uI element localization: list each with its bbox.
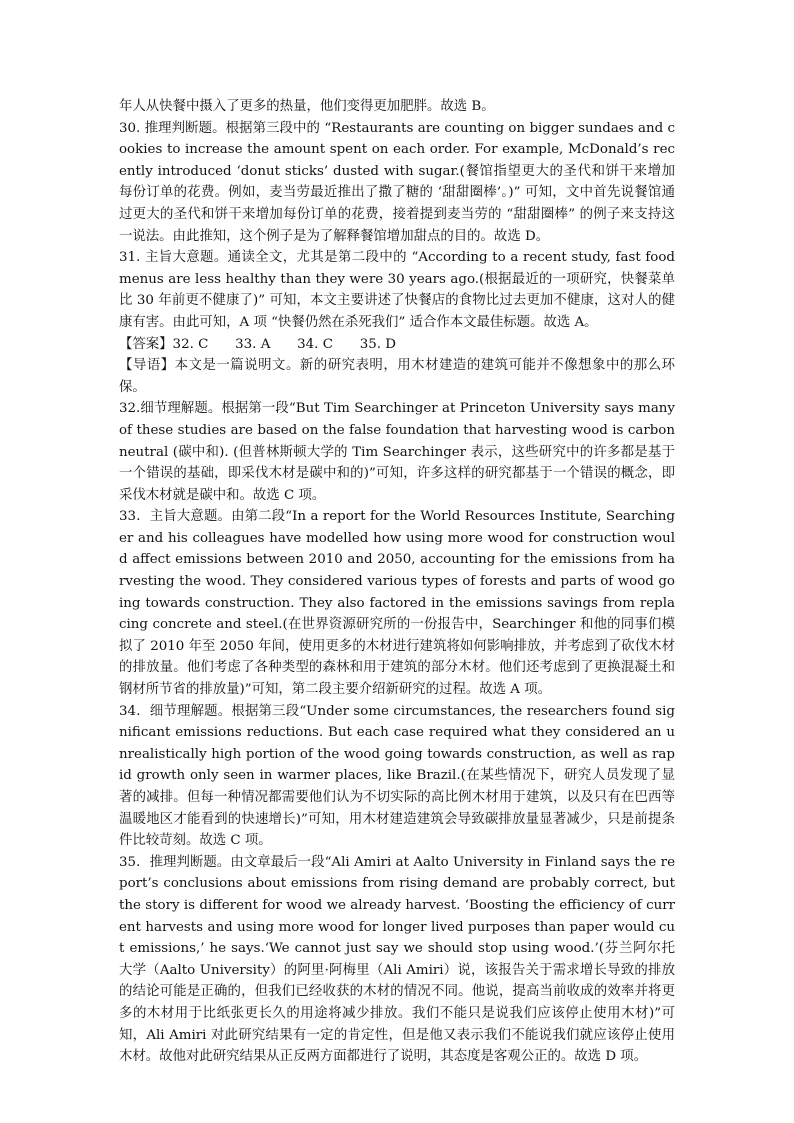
paragraph-question-32: 32.细节理解题。根据第一段“But Tim Searchinger at Princeton University says many of these studies are based on the false foundation that harvesting wood is carbon neutral (碳中和). (但普林斯顿大学的 Tim Searchinger 表示，这些研究中的许多都是基于一个错误的基础，即采伐木材是碳中和的)”可知，许多这样的研究都基于一个错误的概念，即采伐木材就是碳中和。故选 C 项。 xyxy=(119,401,675,503)
paragraph-question-34: 34．细节理解题。根据第三段“Under some circumstances, the researchers found significant emissions reductions. But each case required what they considered an unrealistically high portion of the wood going towards construction, as well as rapid growth only seen in warmer places, like Brazil.(在某些情况下，研究人员发现了显著的减排。但每一种情况都需要他们认为不切实际的高比例木材用于建筑，以及只有在巴西等温暖地区才能看到的快速增长)”可知，用木材建造建筑会导致碳排放量显著减少，只是前提条件比较苛刻。故选 C 项。 xyxy=(119,703,675,849)
paragraph-answer-key: 【答案】32. C 33. A 34. C 35. D xyxy=(119,336,397,352)
paragraph-question-30: 30. 推理判断题。根据第三段中的 “Restaurants are counting on bigger sundaes and cookies to increase the amount spent on each order. For example, McDonald’s recently introduced ‘donut sticks’ dusted with sugar.(餐馆指望更大的圣代和饼干来增加每份订单的花费。例如，麦当劳最近推出了撒了糖的 ‘甜甜圈棒’。)” 可知，文中首先说餐馆通过更大的圣代和饼干来增加每份订单的花费，接着提到麦当劳的 “甜甜圈棒” 的例子来支持这一说法。由此推知，这个例子是为了解释餐馆增加甜点的目的。故选 D。 xyxy=(119,120,675,244)
paragraph-continuation: 年人从快餐中摄入了更多的热量，他们变得更加肥胖。故选 B。 xyxy=(119,99,495,114)
paragraph-question-31: 31. 主旨大意题。通读全文，尤其是第二段中的 “According to a recent study, fast food menus are less healthy than they were 30 years ago.(根据最近的一项研究，快餐菜单比 30 年前更不健康了)” 可知，本文主要讲述了快餐店的食物比过去更加不健康，这对人的健康有害。由此可知，A 项 “快餐仍然在杀死我们” 适合作本文最佳标题。故选 A。 xyxy=(119,250,675,330)
paragraph-question-35: 35．推理判断题。由文章最后一段“Ali Amiri at Aalto University in Finland says the report’s conclusions about emissions from rising demand are probably correct, but the story is different for wood we already harvest. ‘Boosting the efficiency of current harvests and using more wood for longer lived purposes than paper would cut emissions,’ he says.‘We cannot just say we should stop using wood.’(芬兰阿尔托大学（Aalto University）的阿里·阿梅里（Ali Amiri）说，该报告关于需求增长导致的排放的结论可能是正确的，但我们已经收获的木材的情况不同。他说，提高当前收成的效率并将更多的木材用于比纸张更长久的用途将减少排放。我们不能只是说我们应该停止使用木材)”可知，Ali Amiri 对此研究结果有一定的肯定性，但是他又表示我们不能说我们就应该停止使用木材。故他对此研究结果从正反两方面都进行了说明，其态度是客观公正的。故选 D 项。 xyxy=(119,854,675,1065)
paragraph-question-33: 33．主旨大意题。由第二段“In a report for the World Resources Institute, Searchinger and his colleagues have modelled how using more wood for construction would affect emissions between 2010 and 2050, accounting for the emissions from harvesting the wood. They considered various types of forests and parts of wood going towards construction. They also factored in the emissions savings from replacing concrete and steel.(在世界资源研究所的一份报告中，Searchinger 和他的同事们模拟了 2010 年至 2050 年间，使用更多的木材进行建筑将如何影响排放，并考虑到了砍伐木材的排放量。他们考虑了各种类型的森林和用于建筑的部分木材。他们还考虑到了更换混凝土和钢材所节省的排放量)”可知，第二段主要介绍新研究的过程。故选 A 项。 xyxy=(119,509,675,698)
paragraph-introduction: 【导语】本文是一篇说明文。新的研究表明，用木材建造的建筑可能并不像想象中的那么环保。 xyxy=(119,358,675,395)
document-body xyxy=(119,96,675,1068)
